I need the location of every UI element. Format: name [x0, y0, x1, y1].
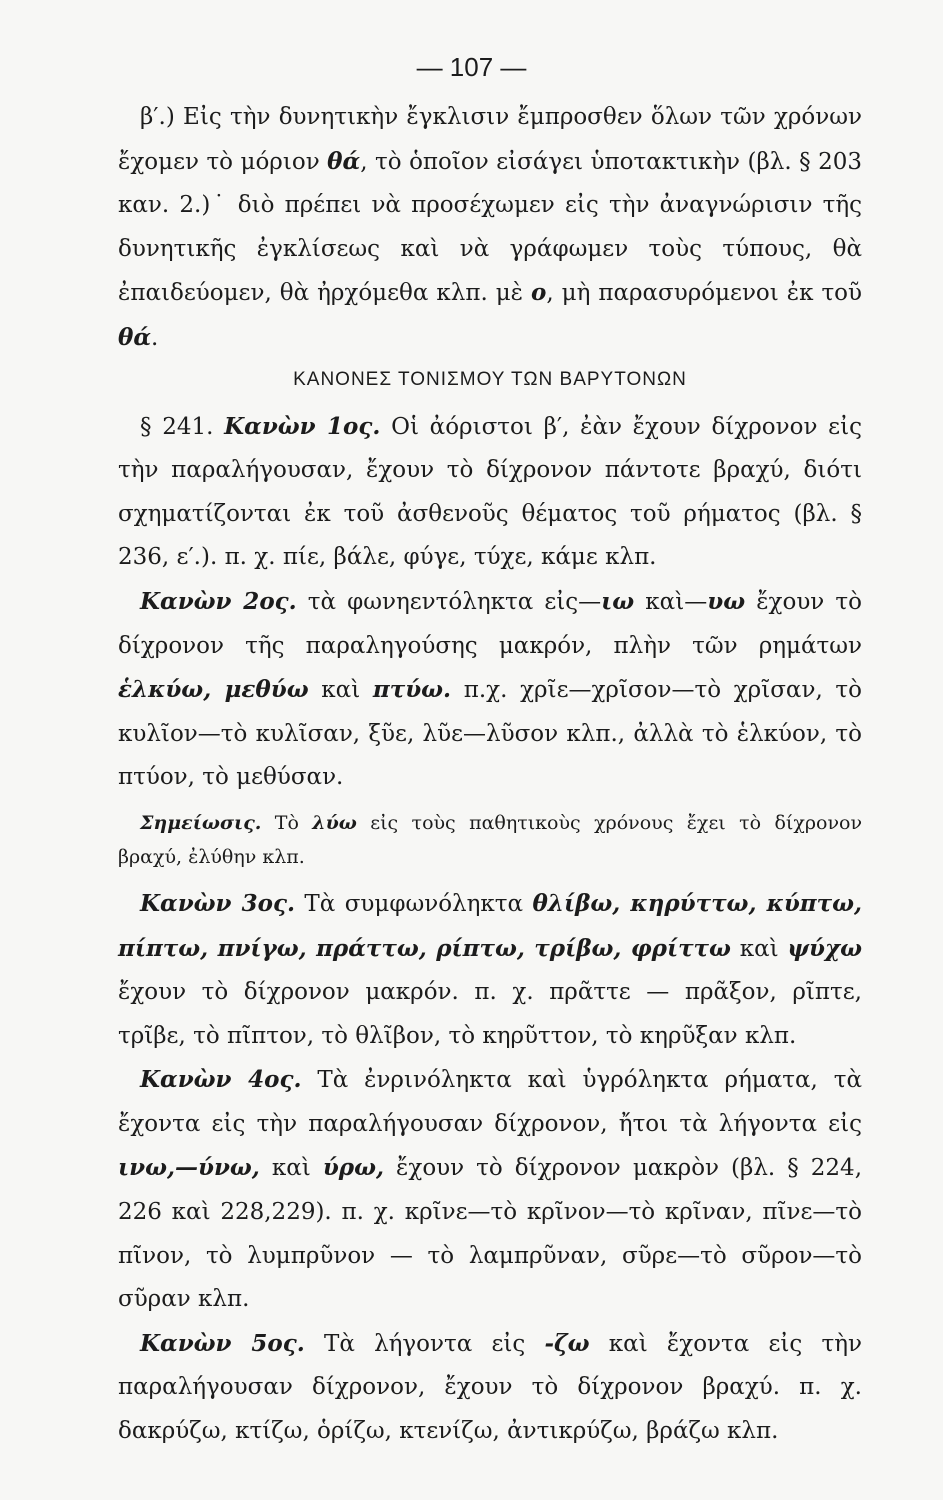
emphasis-term: λύω: [312, 811, 357, 834]
emphasis-term: θά: [118, 323, 152, 351]
text-run: , τὸ ὁποῖον εἰσάγει ὑποτακτικὴν (βλ. § 203 καν. 2.)˙ διὸ πρέπει νὰ προσέχωμεν εἰς τὴν ἀναγνώρισιν τῆς δυνητικῆς ἐγκλίσεως καὶ νὰ γράφωμεν τοὺς τύπους, θὰ ἐπαιδεύομεν, θὰ ἠρχόμεθα κλπ. μὲ: [118, 148, 863, 307]
rule-5: [118, 1322, 862, 1454]
section-heading: ΚΑΝΟΝΕΣ ΤΟΝΙΣΜΟΥ ΤΩΝ ΒΑΡΥΤΟΝΩΝ: [293, 368, 687, 390]
text-run: Τὸ: [261, 811, 313, 834]
emphasis-term: ψύχω: [787, 934, 863, 962]
emphasis-term: -ζω: [544, 1329, 590, 1357]
text-run: ἔχουν τὸ δίχρονον μακρόν. π. χ. πρᾶττε — πρᾶξον, ρῖπτε, τρῖβε, τὸ πῖπτον, τὸ θλῖβον, τὸ κηρῦττον, τὸ κηρῦξαν κλπ.: [118, 979, 862, 1049]
text-run: ἔχουν τὸ δίχρονον μακρὸν (βλ. § 224, 226 καὶ 228,229). π. χ. κρῖνε—τὸ κρῖνον—τὸ κρῖναν, πῖνε—τὸ πῖνον, τὸ λυμπρῦνον — τὸ λαμπρῦναν, σῦρε—τὸ σῦρον—τὸ σῦραν κλπ.: [118, 1155, 863, 1313]
text-run: καὶ: [730, 935, 788, 962]
rule-2: [118, 580, 862, 800]
emphasis-term: ύρω,: [322, 1154, 385, 1182]
text-run: π.χ. χρῖε—χρῖσον—τὸ χρῖσαν, τὸ κυλῖον—τὸ κυλῖσαν, ξῦε, λῦε—λῦσον κλπ., ἀλλὰ τὸ ἑλκύον, τὸ πτύον, τὸ μεθύσαν.: [118, 677, 862, 791]
emphasis-term: ιω: [601, 587, 635, 615]
section-number: § 241.: [140, 413, 225, 440]
note-label: Σημείωσις.: [140, 811, 262, 834]
text-run: καὶ: [259, 1155, 323, 1182]
emphasis-term: ἑλκύω, μεθύω: [118, 676, 309, 704]
page-body: [118, 96, 862, 1454]
text-run: Οἱ ἀόριστοι β′, ἐὰν ἔχουν δίχρονον εἰς τὴν παραλήγουσαν, ἔχουν τὸ δίχρονον πάντοτε βραχύ, διότι σχηματίζονται ἐκ τοῦ ἀσθενοῦς θέματος τοῦ ρήματος (βλ. § 236, ε′.). π. χ. πίε, βάλε, φύγε, τύχε, κάμε κλπ.: [118, 413, 862, 571]
emphasis-term: ο: [531, 279, 547, 307]
rule-title: Κανὼν 4ος.: [140, 1066, 302, 1094]
paragraph-potential-mood: [118, 96, 862, 361]
rule-title: Κανὼν 3ος.: [140, 889, 295, 917]
note-paragraph: [118, 806, 862, 874]
text-run: Τὰ ἐνρινόληκτα καὶ ὑγρόληκτα ρήματα, τὰ ἔχοντα εἰς τὴν παραλήγουσαν δίχρονον, ἤτοι τὰ λήγοντα εἰς: [118, 1067, 862, 1137]
page-number: — 107 —: [416, 52, 527, 82]
text-run: τὰ φωνηεντόληκτα εἰς—: [296, 588, 602, 615]
rule-title: Κανὼν 2ος.: [140, 587, 297, 615]
text-run: καὶ ἔχοντα εἰς τὴν παραλήγουσαν δίχρονον, ἔχουν τὸ δίχρονον βραχύ. π. χ. δακρύζω, κτίζω, ὁρίζω, κτενίζω, ἀντικρύζω, βράζω κλπ.: [118, 1330, 863, 1445]
emphasis-term: θά: [327, 147, 361, 175]
text-run: Τὰ λήγοντα εἰς: [304, 1330, 545, 1357]
rule-title: Κανὼν 5ος.: [140, 1329, 305, 1357]
rule-3: [118, 882, 862, 1058]
text-run: καὶ—: [634, 588, 708, 615]
text-run: β′.) Εἰς τὴν δυνητικὴν ἔγκλισιν ἔμπροσθεν ὅλων τῶν χρόνων ἔχομεν τὸ μόριον: [118, 104, 862, 175]
text-run: καὶ: [308, 677, 373, 704]
emphasis-term: πτύω.: [372, 676, 452, 704]
emphasis-term: θλίβω, κηρύττω, κύπτω, πίπτω, πνίγω, πράττω, ρίπτω, τρίβω, φρίττω: [118, 889, 863, 962]
emphasis-term: υω: [707, 587, 746, 615]
rule-title: Κανὼν 1ος.: [224, 412, 381, 440]
rule-4: [118, 1058, 862, 1322]
text-run: .: [151, 324, 159, 351]
text-run: Τὰ συμφωνόληκτα: [295, 890, 533, 917]
text-run: , μὴ παρασυρόμενοι ἐκ τοῦ: [546, 280, 863, 307]
text-run: εἰς τοὺς παθητικοὺς χρόνους ἔχει τὸ δίχρονον βραχύ, ἐλύθην κλπ.: [118, 811, 862, 868]
emphasis-term: ινω,—ύνω,: [118, 1154, 260, 1182]
text-run: ἔχουν τὸ δίχρονον τῆς παραληγούσης μακρόν, πλὴν τῶν ρημάτων: [118, 588, 862, 659]
rule-1: [118, 405, 862, 580]
